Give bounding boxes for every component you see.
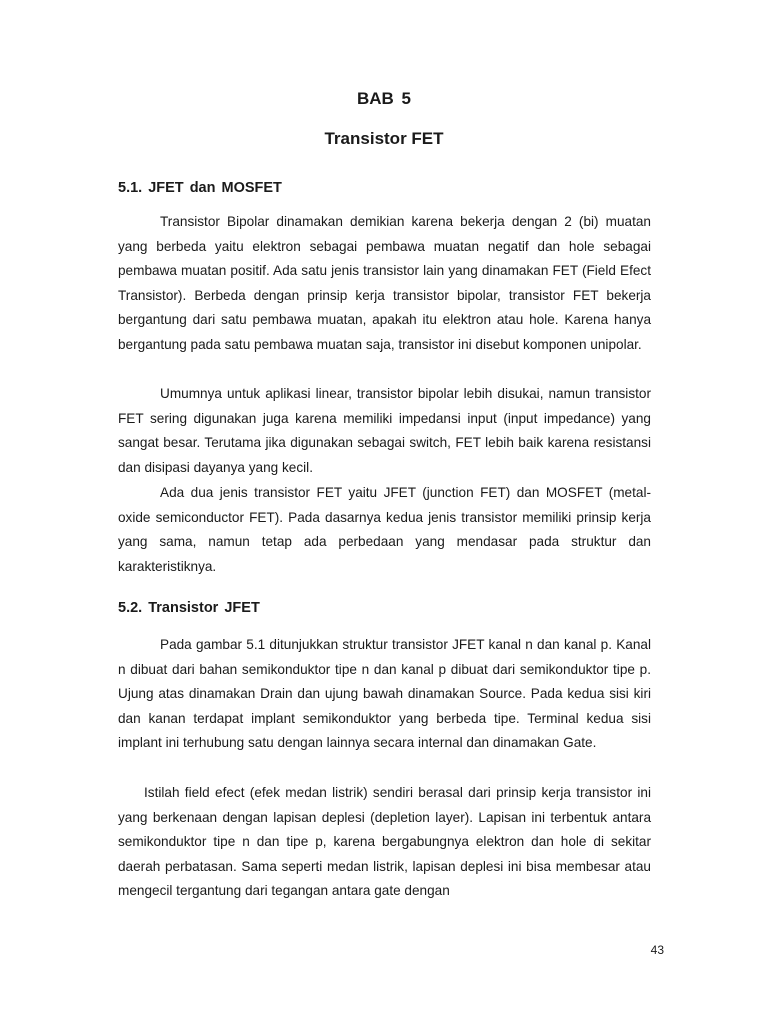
paragraph-fet-types: Ada dua jenis transistor FET yaitu JFET (junction FET) dan MOSFET (metal-oxide semiconductor FET). Pada dasarnya kedua jenis transistor memiliki prinsip kerja yang sama, namun tetap ada perbedaan yang mendasar pada struktur dan karakteristiknya. bbox=[118, 485, 651, 574]
section-heading-5-1: 5.1. JFET dan MOSFET bbox=[118, 180, 282, 196]
section-heading-5-2: 5.2. Transistor JFET bbox=[118, 600, 260, 616]
paragraph-field-effect: Istilah field efect (efek medan listrik) sendiri berasal dari prinsip kerja transistor ini yang berkenaan dengan lapisan deplesi (depletion layer). Lapisan ini terbentuk antara semikonduktor tipe n dan tipe p, karena bergabungnya elektron dan hole di sekitar daerah perbatasan. Sama seperti medan listrik, lapisan deplesi ini bisa membesar atau mengecil tergantung dari tegangan antara gate dengan bbox=[118, 785, 651, 898]
chapter-title: Transistor FET bbox=[324, 129, 444, 148]
chapter-heading: BAB 5 bbox=[356, 89, 411, 108]
paragraph-bipolar-intro: Transistor Bipolar dinamakan demikian karena bekerja dengan 2 (bi) muatan yang berbeda yaitu elektron sebagai pembawa muatan negatif dan hole sebagai pembawa muatan positif. Ada satu jenis transistor lain yang dinamakan FET (Field Efect Transistor). Berbeda dengan prinsip kerja transistor bipolar, transistor FET bekerja bergantung dari satu pembawa muatan, apakah itu elektron atau hole. Karena hanya bergantung pada satu pembawa muatan saja, transistor ini disebut komponen unipolar. bbox=[118, 214, 651, 352]
page-number: 43 bbox=[650, 943, 664, 957]
paragraph-jfet-structure: Pada gambar 5.1 ditunjukkan struktur transistor JFET kanal n dan kanal p. Kanal n dibuat dari bahan semikonduktor tipe n dan kanal p dibuat dari semikonduktor tipe p. Ujung atas dinamakan Drain dan ujung bawah dinamakan Source. Pada kedua sisi kiri dan kanan terdapat implant semikonduktor yang berbeda tipe. Terminal kedua sisi implant ini terhubung satu dengan lainnya secara internal dan dinamakan Gate. bbox=[118, 637, 651, 750]
paragraph-linear-applications: Umumnya untuk aplikasi linear, transistor bipolar lebih disukai, namun transistor FET sering digunakan juga karena memiliki impedansi input (input impedance) yang sangat besar. Terutama jika digunakan sebagai switch, FET lebih baik karena resistansi dan disipasi dayanya yang kecil. bbox=[118, 386, 651, 475]
